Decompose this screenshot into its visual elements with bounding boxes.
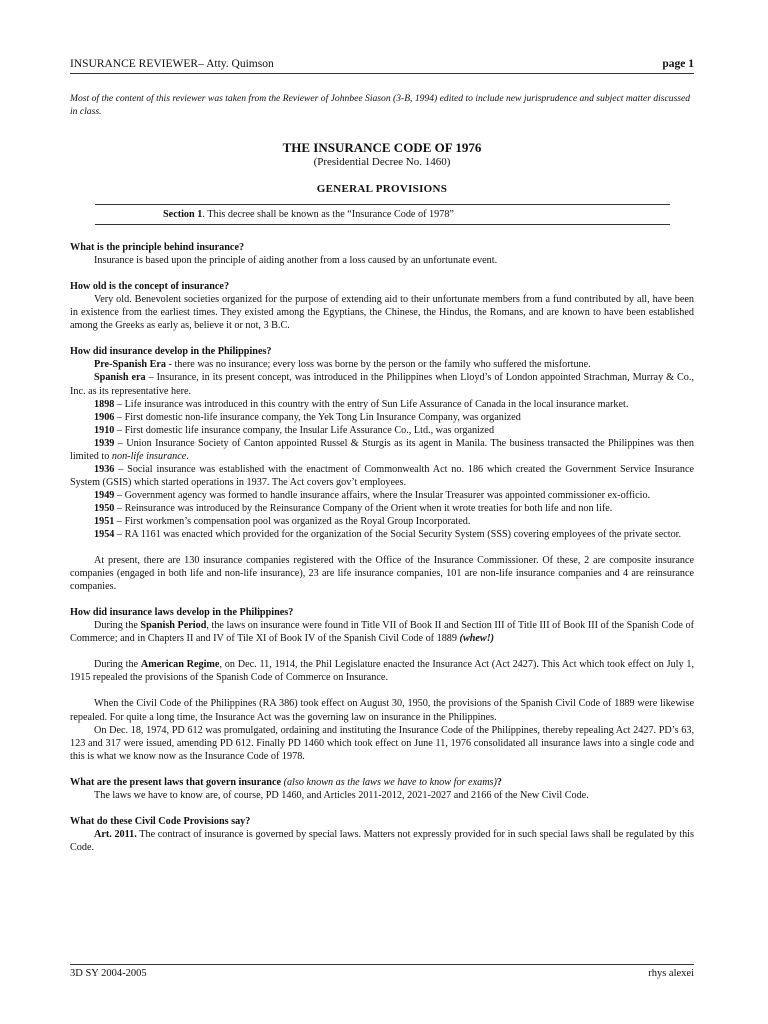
american-regime-paragraph: During the American Regime, on Dec. 11, 1914, the Phil Legislature enacted the Insurance Act (Act 2427). This Act which took effect on July 1, 1915 repealed the provisions of the Spanish Code of Commerce on Insurance. <box>70 659 694 684</box>
section-1-text: . This decree shall be known as the “Insurance Code of 1978” <box>202 209 454 221</box>
year-1954: 1954 – RA 1161 was enacted which provided for the organization of the Social Security System (SSS) covering employees of the private sector. <box>94 529 682 541</box>
general-provisions-heading: GENERAL PROVISIONS <box>316 183 448 195</box>
document-title: THE INSURANCE CODE OF 1976 <box>282 140 482 155</box>
answer-age: Very old. Benevolent societies organized for the purpose of extending aid to their unfortunate members from a fund contributed by all, have been in existence from the earliest times. They existed among the Egyptians, the Chinese, the Hindus, the Romans, and are known to have been established among the Greeks as early as, believe it or not, 3 B.C. <box>70 294 694 332</box>
footer-author: rhys alexei <box>648 968 694 979</box>
article-2011: Art. 2011. The contract of insurance is governed by special laws. Matters not expressly provided for in such special laws shall be regulated by this Code. <box>70 828 694 853</box>
year-1950: 1950 – Reinsurance was introduced by the Reinsurance Company of the Orient when it wrote treaties for both life and non life. <box>94 502 613 514</box>
footer-year: 3D SY 2004-2005 <box>70 968 147 979</box>
source-note: Most of the content of this reviewer was taken from the Reviewer of Johnbee Siason (3-B, 1994) edited to include new jurisprudence and subject matter discussed in class. <box>70 93 691 117</box>
year-1936: 1936 – Social insurance was established with the enactment of Commonwealth Act no. 186 which created the Government Service Insurance System (GSIS) which started operations in 1937. The Act covers gov’t employees. <box>70 463 694 488</box>
answer-principle: Insurance is based upon the principle of aiding another from a loss caused by an unfortunate event. <box>94 255 498 267</box>
year-1951: 1951 – First workmen’s compensation pool was organized as the Royal Group Incorporated. <box>94 515 471 527</box>
era-pre-spanish: Pre-Spanish Era - there was no insurance; every loss was borne by the person or the family who suffered the misfortune. <box>94 359 591 371</box>
question-development: How did insurance develop in the Philippines? <box>70 346 272 358</box>
year-1910: 1910 – First domestic life insurance company, the Insular Life Assurance Co., Ltd., was organized <box>94 424 495 436</box>
page-header <box>70 58 694 74</box>
question-laws-development: How did insurance laws develop in the Philippines? <box>70 607 294 619</box>
answer-present-laws: The laws we have to know are, of course, PD 1460, and Articles 2011-2012, 2021-2027 and 2166 of the New Civil Code. <box>94 789 589 801</box>
year-1898: 1898 – Life insurance was introduced in this country with the entry of Sun Life Assurance of Canada in the local insurance market. <box>94 398 629 410</box>
document-body <box>70 93 694 854</box>
year-1939: 1939 – Union Insurance Society of Canton appointed Russel & Sturgis as its agent in Manila. The business transacted the Philippines was then limited to non-life insurance. <box>70 437 694 462</box>
section-1-box <box>95 204 670 225</box>
page-number: page 1 <box>662 58 694 70</box>
spanish-period-paragraph: During the Spanish Period, the laws on insurance were found in Title VII of Book II and Section III of Title III of Book III of the Spanish Code of Commerce; and in Chapters II and IV of Tile XI of Book IV of the Spanish Civil Code of 1889 (whew!) <box>70 620 694 645</box>
civil-code-paragraph: When the Civil Code of the Philippines (RA 386) took effect on August 30, 1950, the provisions of the Spanish Civil Code of 1889 were likewise repealed. For quite a long time, the Insurance Act was the governing law on insurance in the Philippines. <box>70 698 694 723</box>
question-principle: What is the principle behind insurance? <box>70 242 245 254</box>
question-civil-code: What do these Civil Code Provisions say? <box>70 815 251 827</box>
section-1-label: Section 1 <box>163 209 203 221</box>
year-1949: 1949 – Government agency was formed to handle insurance affairs, where the Insular Treasurer was appointed commissioner ex-officio. <box>94 489 651 501</box>
pd-612-paragraph: On Dec. 18, 1974, PD 612 was promulgated, ordaining and instituting the Insurance Code of the Philippines, thereby repealing Act 2427. PD’s 63, 123 and 317 were issued, amending PD 612. Finally PD 1460 which took effect on June 11, 1976 consolidated all insurance laws into a single code and this is what we know now as the Insurance Code of 1978. <box>70 724 694 762</box>
document-subtitle: (Presidential Decree No. 1460) <box>313 156 451 168</box>
era-spanish: Spanish era – Insurance, in its present concept, was introduced in the Philippines when Lloyd’s of London appointed Strachman, Murray & Co., Inc. as its representative here. <box>70 372 694 397</box>
present-status: At present, there are 130 insurance companies registered with the Office of the Insurance Commissioner. Of these, 2 are composite insurance companies (engaged in both life and non-life insurance), 23 are life insurance companies, 101 are non-life insurance companies and 4 are reinsurance companies. <box>70 555 694 593</box>
question-age: How old is the concept of insurance? <box>70 281 230 293</box>
question-present-laws: What are the present laws that govern insurance (also known as the laws we have to know for exams)? <box>70 776 503 788</box>
header-title: INSURANCE REVIEWER– Atty. Quimson <box>70 58 274 70</box>
page-footer <box>70 964 694 979</box>
year-1906: 1906 – First domestic non-life insurance company, the Yek Tong Lin Insurance Company, was organized <box>94 411 521 423</box>
